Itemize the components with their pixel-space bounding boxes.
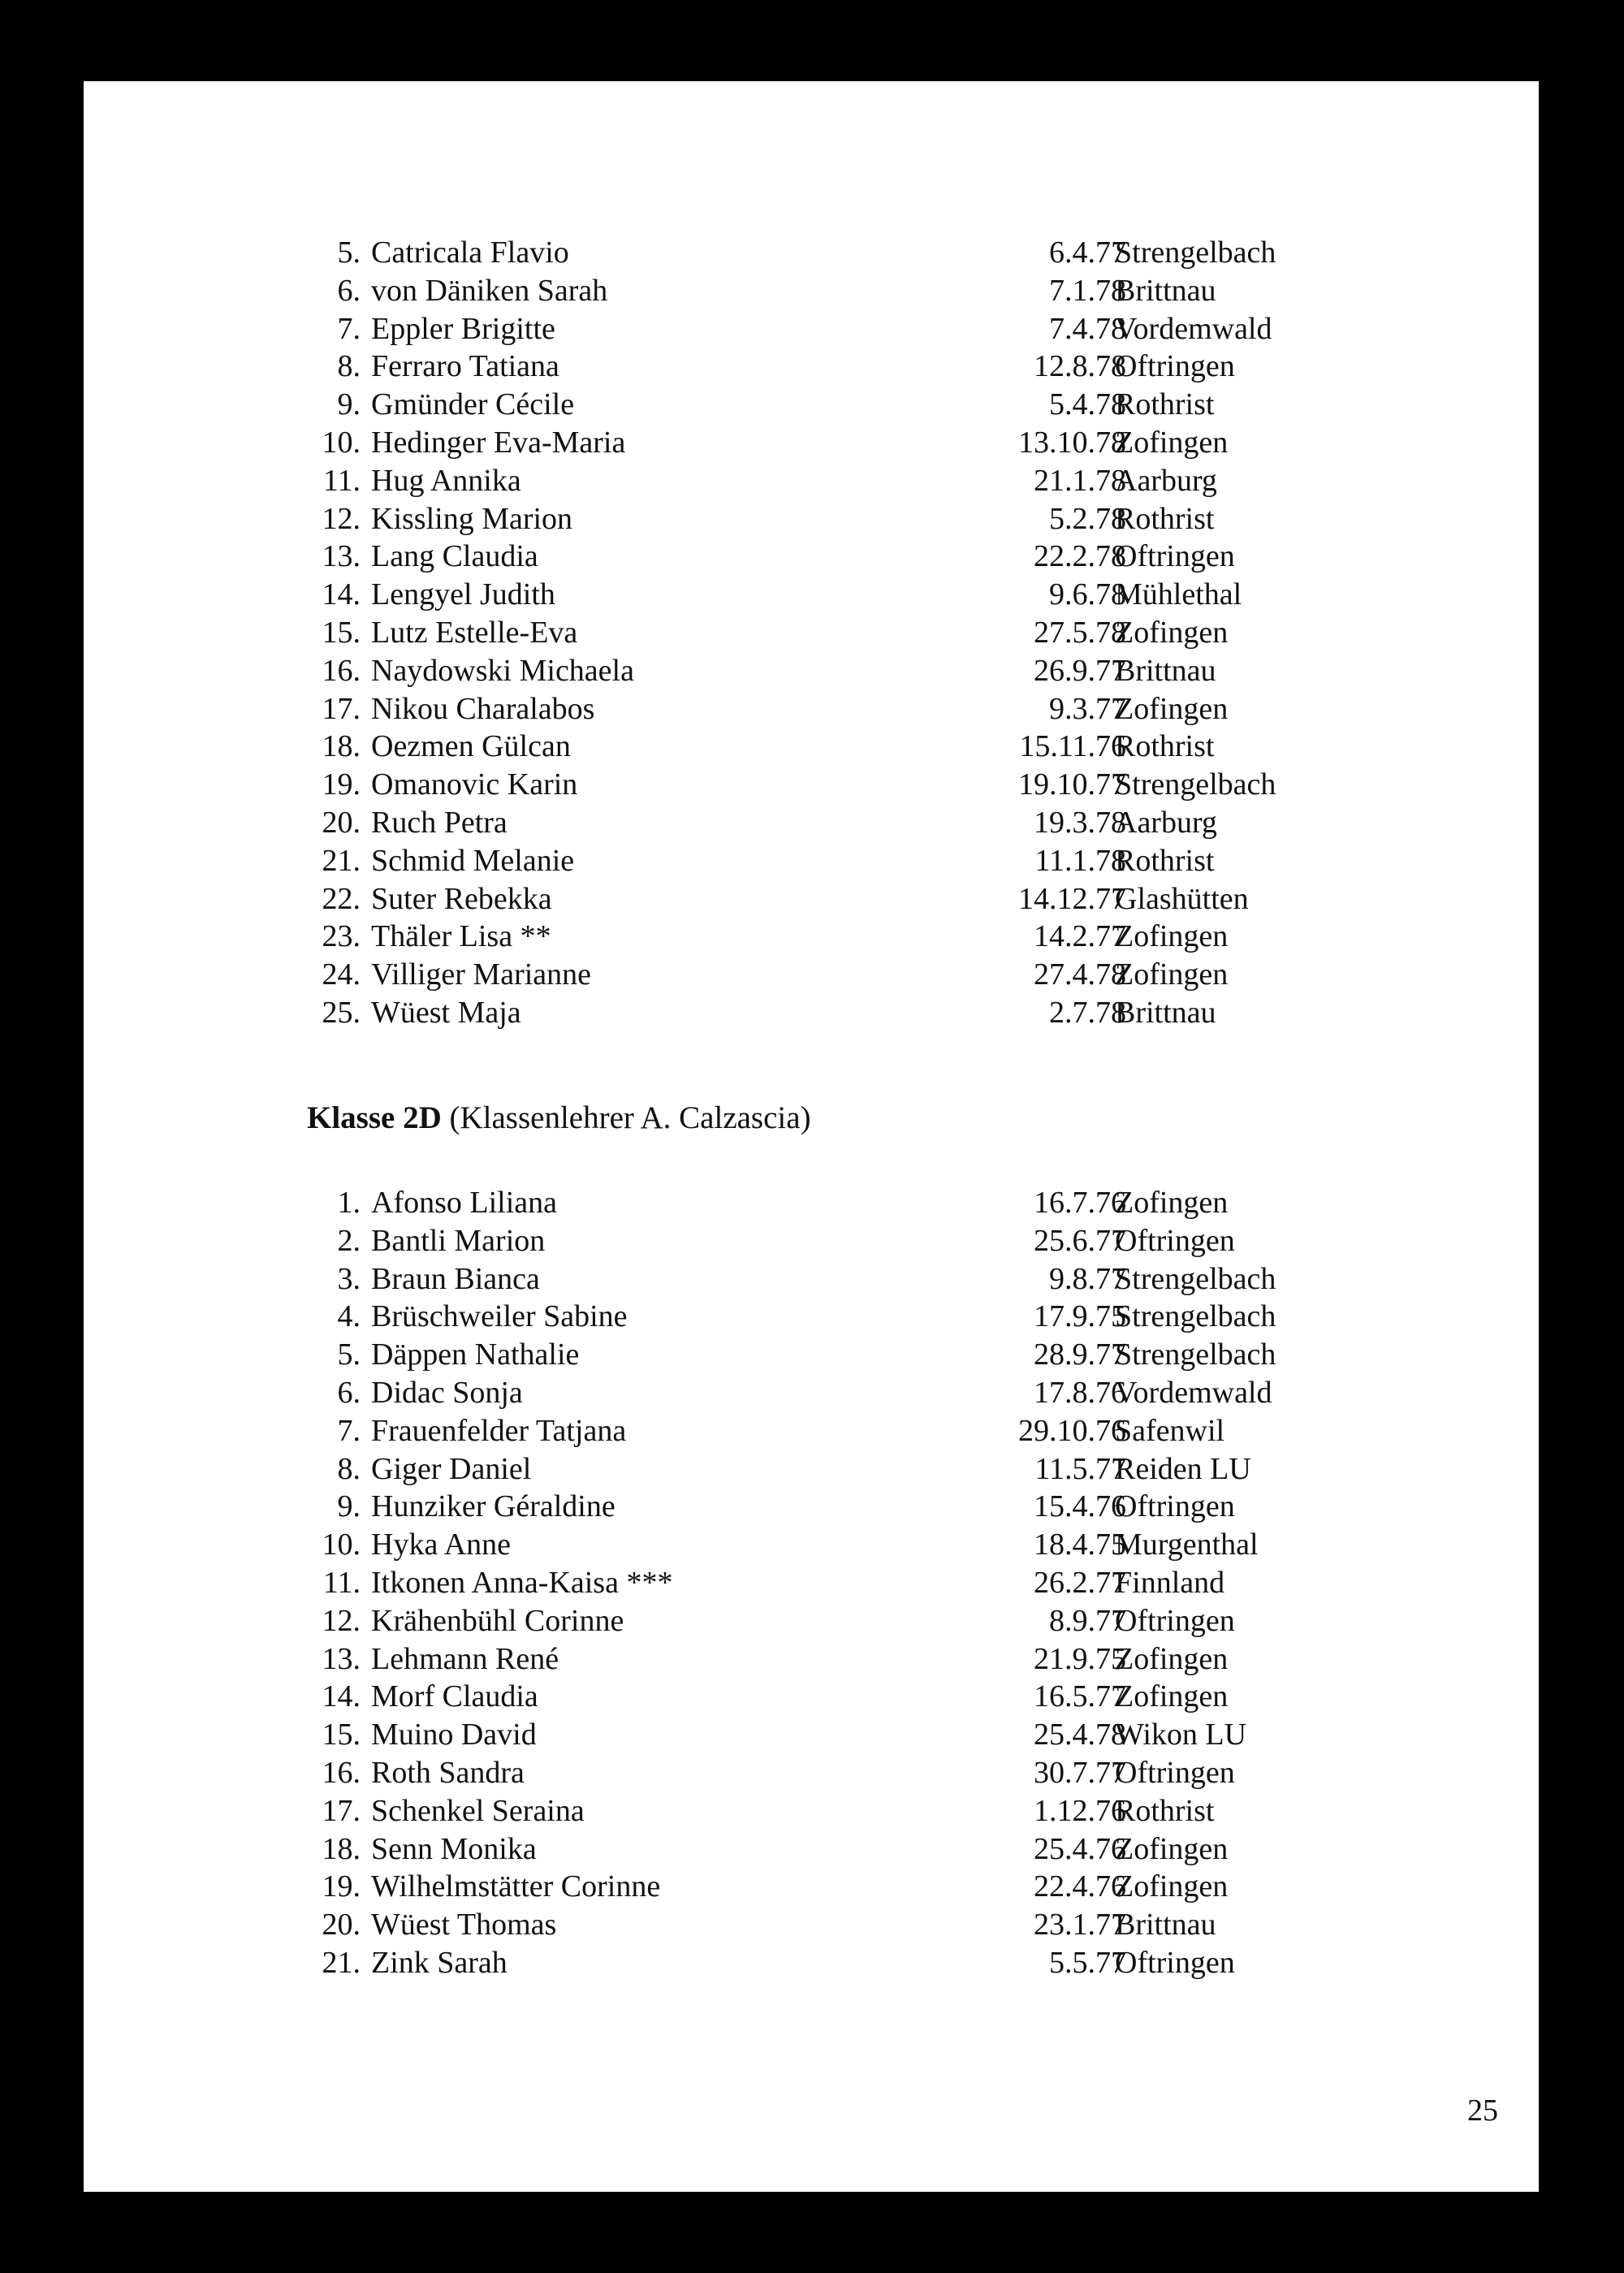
entry-number: 18. — [322, 1831, 361, 1866]
home-town: Mühlethal — [1115, 577, 1242, 612]
student-name: Braun Bianca — [371, 1261, 540, 1296]
document-page — [84, 81, 1539, 2192]
birth-date: 9.6.78 — [1049, 577, 1126, 612]
student-name: Omanovic Karin — [371, 767, 578, 802]
list-item — [84, 272, 1539, 310]
home-town: Zofingen — [1115, 616, 1229, 650]
student-name: Ferraro Tatiana — [371, 349, 559, 384]
entry-number: 20. — [322, 806, 361, 840]
entry-number: 21. — [322, 1946, 361, 1980]
birth-date: 15.4.76 — [1034, 1489, 1126, 1524]
class-heading-teacher: (Klassenlehrer A. Calzascia) — [449, 1100, 811, 1135]
home-town: Murgenthal — [1115, 1528, 1259, 1562]
entry-number: 5. — [337, 236, 361, 270]
list-item — [84, 348, 1539, 386]
home-town: Reiden LU — [1115, 1451, 1251, 1486]
entry-number: 23. — [322, 919, 361, 954]
list-item — [84, 1336, 1539, 1374]
student-name: Schmid Melanie — [371, 843, 575, 878]
student-name: Wilhelmstätter Corinne — [371, 1869, 661, 1904]
birth-date: 7.4.78 — [1049, 311, 1126, 346]
birth-date: 5.4.78 — [1049, 387, 1126, 422]
list-item — [84, 1450, 1539, 1489]
list-item — [84, 538, 1539, 576]
entry-number: 24. — [322, 957, 361, 992]
class-heading-title: Klasse 2D — [307, 1100, 442, 1135]
home-town: Zofingen — [1115, 1869, 1229, 1904]
list-item — [84, 1792, 1539, 1830]
student-name: Eppler Brigitte — [371, 311, 555, 346]
entry-number: 5. — [337, 1337, 361, 1372]
list-item — [84, 1488, 1539, 1526]
entry-number: 7. — [337, 311, 361, 346]
entry-number: 21. — [322, 843, 361, 878]
entry-number: 2. — [337, 1223, 361, 1258]
birth-date: 14.2.77 — [1034, 919, 1126, 954]
birth-date: 25.4.78 — [1034, 1718, 1126, 1752]
birth-date: 13.10.78 — [1018, 426, 1126, 460]
entry-number: 8. — [337, 349, 361, 384]
student-name: Zink Sarah — [371, 1946, 508, 1980]
birth-date: 19.3.78 — [1034, 806, 1126, 840]
birth-date: 18.4.75 — [1034, 1528, 1126, 1562]
birth-date: 22.4.76 — [1034, 1869, 1126, 1904]
home-town: Brittnau — [1115, 996, 1216, 1030]
list-item — [84, 576, 1539, 614]
student-name: Bantli Marion — [371, 1223, 546, 1258]
student-name: Däppen Nathalie — [371, 1337, 580, 1372]
student-name: Catricala Flavio — [371, 236, 569, 270]
student-name: Itkonen Anna-Kaisa *** — [371, 1566, 673, 1600]
list-item — [84, 310, 1539, 348]
home-town: Rothrist — [1115, 1793, 1215, 1828]
student-name: Lehmann René — [371, 1641, 559, 1676]
class-heading — [307, 1098, 811, 1139]
birth-date: 2.7.78 — [1049, 996, 1126, 1030]
home-town: Oftringen — [1115, 349, 1235, 384]
home-town: Strengelbach — [1115, 236, 1276, 270]
entry-number: 18. — [322, 729, 361, 764]
student-name: Naydowski Michaela — [371, 653, 634, 688]
list-item — [84, 1412, 1539, 1450]
list-item — [84, 804, 1539, 842]
list-item — [84, 994, 1539, 1032]
birth-date: 9.8.77 — [1049, 1261, 1126, 1296]
birth-date: 5.2.78 — [1049, 501, 1126, 536]
list-item — [84, 1754, 1539, 1792]
entry-number: 20. — [322, 1908, 361, 1942]
birth-date: 27.4.78 — [1034, 957, 1126, 992]
birth-date: 6.4.77 — [1049, 236, 1126, 270]
entry-number: 1. — [337, 1186, 361, 1220]
list-item — [84, 652, 1539, 690]
list-item — [84, 1906, 1539, 1944]
birth-date: 17.9.75 — [1034, 1299, 1126, 1334]
page-number: 25 — [1467, 2094, 1498, 2128]
entry-number: 14. — [322, 1679, 361, 1714]
entry-number: 12. — [322, 501, 361, 536]
student-name: von Däniken Sarah — [371, 273, 608, 308]
list-item — [84, 1184, 1539, 1222]
birth-date: 16.7.76 — [1034, 1186, 1126, 1220]
student-name: Muino David — [371, 1718, 537, 1752]
home-town: Rothrist — [1115, 843, 1215, 878]
home-town: Oftringen — [1115, 1489, 1235, 1524]
entry-number: 14. — [322, 577, 361, 612]
home-town: Oftringen — [1115, 1946, 1235, 1980]
list-item — [84, 500, 1539, 538]
home-town: Finnland — [1115, 1566, 1225, 1600]
home-town: Brittnau — [1115, 1908, 1216, 1942]
list-item — [84, 1716, 1539, 1754]
list-item — [84, 1298, 1539, 1336]
home-town: Vordemwald — [1115, 311, 1272, 346]
list-item — [84, 1564, 1539, 1602]
home-town: Zofingen — [1115, 1641, 1229, 1676]
student-name: Suter Rebekka — [371, 881, 552, 916]
list-item — [84, 1678, 1539, 1716]
home-town: Zofingen — [1115, 426, 1229, 460]
home-town: Aarburg — [1115, 806, 1217, 840]
student-name: Afonso Liliana — [371, 1186, 558, 1220]
home-town: Zofingen — [1115, 1831, 1229, 1866]
birth-date: 26.9.77 — [1034, 653, 1126, 688]
birth-date: 8.9.77 — [1049, 1603, 1126, 1638]
entry-number: 10. — [322, 426, 361, 460]
home-town: Zofingen — [1115, 1186, 1229, 1220]
birth-date: 29.10.76 — [1018, 1413, 1126, 1448]
home-town: Glashütten — [1115, 881, 1249, 916]
student-name: Wüest Thomas — [371, 1908, 557, 1942]
entry-number: 19. — [322, 767, 361, 802]
list-item — [84, 766, 1539, 804]
home-town: Vordemwald — [1115, 1376, 1272, 1410]
entry-number: 11. — [322, 463, 361, 498]
student-name: Morf Claudia — [371, 1679, 538, 1714]
home-town: Zofingen — [1115, 919, 1229, 954]
home-town: Brittnau — [1115, 273, 1216, 308]
student-name: Lutz Estelle-Eva — [371, 616, 578, 650]
birth-date: 11.5.77 — [1034, 1451, 1126, 1486]
list-item — [84, 1868, 1539, 1906]
student-name: Brüschweiler Sabine — [371, 1299, 628, 1334]
list-item — [84, 462, 1539, 500]
student-name: Ruch Petra — [371, 806, 508, 840]
list-item — [84, 1944, 1539, 1982]
home-town: Brittnau — [1115, 653, 1216, 688]
entry-number: 17. — [322, 1793, 361, 1828]
entry-number: 19. — [322, 1869, 361, 1904]
student-name: Roth Sandra — [371, 1756, 525, 1790]
list-item — [84, 1222, 1539, 1260]
birth-date: 25.4.76 — [1034, 1831, 1126, 1866]
home-town: Rothrist — [1115, 729, 1215, 764]
home-town: Strengelbach — [1115, 1299, 1276, 1334]
entry-number: 9. — [337, 387, 361, 422]
entry-number: 16. — [322, 653, 361, 688]
entry-number: 13. — [322, 539, 361, 574]
home-town: Strengelbach — [1115, 1261, 1276, 1296]
entry-number: 25. — [322, 996, 361, 1030]
list-item — [84, 234, 1539, 272]
list-item — [84, 424, 1539, 462]
student-name: Hunziker Géraldine — [371, 1489, 615, 1524]
student-name: Villiger Marianne — [371, 957, 592, 992]
list-item — [84, 880, 1539, 918]
birth-date: 25.6.77 — [1034, 1223, 1126, 1258]
list-item — [84, 1374, 1539, 1412]
list-item — [84, 1602, 1539, 1640]
home-town: Oftringen — [1115, 1756, 1235, 1790]
student-name: Nikou Charalabos — [371, 691, 595, 726]
birth-date: 21.1.78 — [1034, 463, 1126, 498]
student-name: Wüest Maja — [371, 996, 521, 1030]
student-name: Lengyel Judith — [371, 577, 555, 612]
entry-number: 8. — [337, 1451, 361, 1486]
list-item — [84, 728, 1539, 766]
student-name: Schenkel Seraina — [371, 1793, 585, 1828]
list-item — [84, 386, 1539, 424]
home-town: Oftringen — [1115, 1223, 1235, 1258]
home-town: Rothrist — [1115, 501, 1215, 536]
student-name: Hug Annika — [371, 463, 521, 498]
list-item — [84, 1640, 1539, 1679]
list-item — [84, 1830, 1539, 1869]
entry-number: 9. — [337, 1489, 361, 1524]
list-item — [84, 842, 1539, 880]
birth-date: 19.10.77 — [1018, 767, 1126, 802]
home-town: Rothrist — [1115, 387, 1215, 422]
birth-date: 1.12.76 — [1034, 1793, 1126, 1828]
list-item — [84, 1526, 1539, 1564]
student-name: Lang Claudia — [371, 539, 538, 574]
home-town: Aarburg — [1115, 463, 1217, 498]
birth-date: 27.5.78 — [1034, 616, 1126, 650]
entry-number: 15. — [322, 616, 361, 650]
home-town: Zofingen — [1115, 1679, 1229, 1714]
home-town: Zofingen — [1115, 691, 1229, 726]
birth-date: 28.9.77 — [1034, 1337, 1126, 1372]
home-town: Wikon LU — [1115, 1718, 1247, 1752]
student-name: Hedinger Eva-Maria — [371, 426, 626, 460]
birth-date: 11.1.78 — [1034, 843, 1126, 878]
student-name: Thäler Lisa ** — [371, 919, 551, 954]
entry-number: 6. — [337, 273, 361, 308]
entry-number: 22. — [322, 881, 361, 916]
entry-number: 10. — [322, 1528, 361, 1562]
list-item — [84, 614, 1539, 652]
birth-date: 5.5.77 — [1049, 1946, 1126, 1980]
birth-date: 7.1.78 — [1049, 273, 1126, 308]
entry-number: 11. — [322, 1566, 361, 1600]
student-name: Krähenbühl Corinne — [371, 1603, 624, 1638]
list-item — [84, 956, 1539, 994]
entry-number: 17. — [322, 691, 361, 726]
entry-number: 4. — [337, 1299, 361, 1334]
birth-date: 22.2.78 — [1034, 539, 1126, 574]
home-town: Safenwil — [1115, 1413, 1225, 1448]
student-name: Gmünder Cécile — [371, 387, 575, 422]
birth-date: 9.3.77 — [1049, 691, 1126, 726]
student-name: Oezmen Gülcan — [371, 729, 571, 764]
list-item — [84, 1260, 1539, 1299]
student-name: Hyka Anne — [371, 1528, 512, 1562]
student-name: Didac Sonja — [371, 1376, 523, 1410]
home-town: Strengelbach — [1115, 767, 1276, 802]
list-item — [84, 918, 1539, 956]
birth-date: 26.2.77 — [1034, 1566, 1126, 1600]
entry-number: 7. — [337, 1413, 361, 1448]
birth-date: 15.11.76 — [1019, 729, 1126, 764]
entry-number: 6. — [337, 1376, 361, 1410]
birth-date: 17.8.76 — [1034, 1376, 1126, 1410]
birth-date: 23.1.77 — [1034, 1908, 1126, 1942]
entry-number: 3. — [337, 1261, 361, 1296]
home-town: Oftringen — [1115, 1603, 1235, 1638]
student-name: Giger Daniel — [371, 1451, 532, 1486]
student-name: Frauenfelder Tatjana — [371, 1413, 627, 1448]
birth-date: 21.9.75 — [1034, 1641, 1126, 1676]
birth-date: 16.5.77 — [1034, 1679, 1126, 1714]
home-town: Strengelbach — [1115, 1337, 1276, 1372]
birth-date: 30.7.77 — [1034, 1756, 1126, 1790]
student-name: Senn Monika — [371, 1831, 537, 1866]
birth-date: 12.8.78 — [1034, 349, 1126, 384]
entry-number: 16. — [322, 1756, 361, 1790]
entry-number: 12. — [322, 1603, 361, 1638]
birth-date: 14.12.77 — [1018, 881, 1126, 916]
list-item — [84, 690, 1539, 728]
home-town: Oftringen — [1115, 539, 1235, 574]
student-name: Kissling Marion — [371, 501, 573, 536]
home-town: Zofingen — [1115, 957, 1229, 992]
entry-number: 13. — [322, 1641, 361, 1676]
entry-number: 15. — [322, 1718, 361, 1752]
